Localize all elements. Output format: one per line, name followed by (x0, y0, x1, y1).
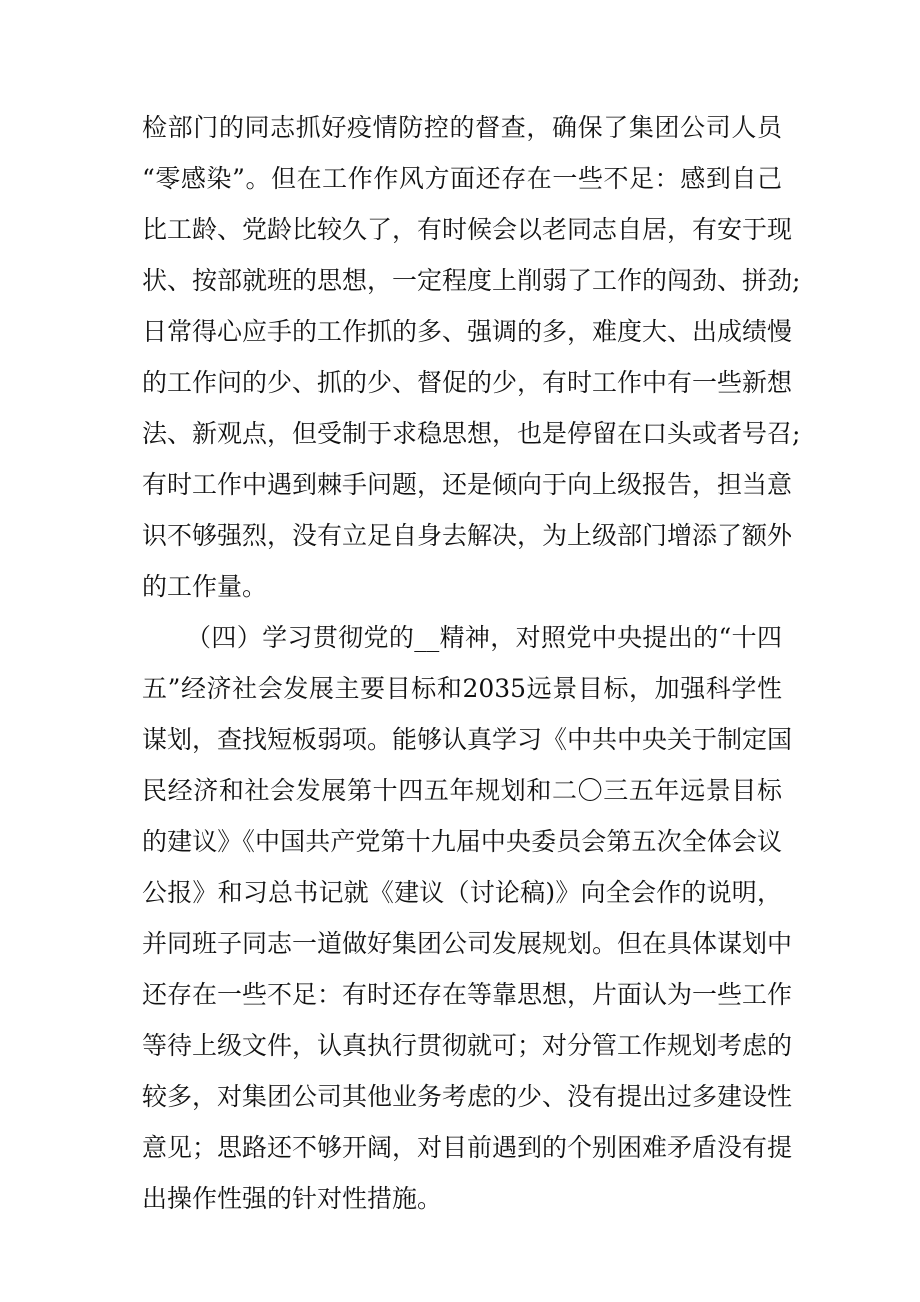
text-line: 状、按部就班的思想，一定程度上削弱了工作的闯劲、拼劲; (142, 266, 801, 295)
text-line: 检部门的同志抓好疫情防控的督查，确保了集团公司人员 (142, 113, 782, 142)
text-line: 的工作量。 (142, 572, 268, 601)
text-line: 较多，对集团公司其他业务考虑的少、没有提出过多建设性 (142, 1082, 793, 1111)
text-line: 比工龄、党龄比较久了，有时候会以老同志自居，有安于现 (142, 215, 793, 244)
text-line: 意见；思路还不够开阔，对目前遇到的个别困难矛盾没有提 (142, 1133, 793, 1162)
text-line: 识不够强烈，没有立足自身去解决，为上级部门增添了额外 (142, 521, 793, 550)
text-line: 五”经济社会发展主要目标和2035远景目标，加强科学性 (142, 674, 782, 703)
text-line: 民经济和社会发展第十四五年规划和二〇三五年远景目标 (142, 776, 782, 805)
text-line: 法、新观点，但受制于求稳思想，也是停留在口头或者号召; (142, 419, 801, 448)
text-line: 的工作问的少、抓的少、督促的少，有时工作中有一些新想 (142, 368, 793, 397)
text-line: “零感染”。但在工作作风方面还存在一些不足：感到自己 (142, 164, 782, 193)
text-line: 出操作性强的针对性措施。 (142, 1184, 443, 1213)
text-line: 的建议》《中国共产党第十九届中央委员会第五次全体会议 (142, 827, 782, 856)
text-line: 有时工作中遇到棘手问题，还是倾向于向上级报告，担当意 (142, 470, 793, 499)
text-line: 等待上级文件，认真执行贯彻就可；对分管工作规划考虑的 (142, 1031, 793, 1060)
text-line: 还存在一些不足：有时还存在等靠思想，片面认为一些工作 (142, 980, 793, 1009)
text-line: 公报》和习总书记就《建议（讨论稿)》向全会作的说明， (142, 878, 782, 907)
text-line: 谋划，查找短板弱项。能够认真学习《中共中央关于制定国 (142, 725, 793, 754)
text-line: 日常得心应手的工作抓的多、强调的多，难度大、出成绩慢 (142, 317, 793, 346)
text-line: 并同班子同志一道做好集团公司发展规划。但在具体谋划中 (142, 929, 793, 958)
paragraph-heading-line: （四）学习贯彻党的__精神，对照党中央提出的“十四 (186, 623, 782, 652)
